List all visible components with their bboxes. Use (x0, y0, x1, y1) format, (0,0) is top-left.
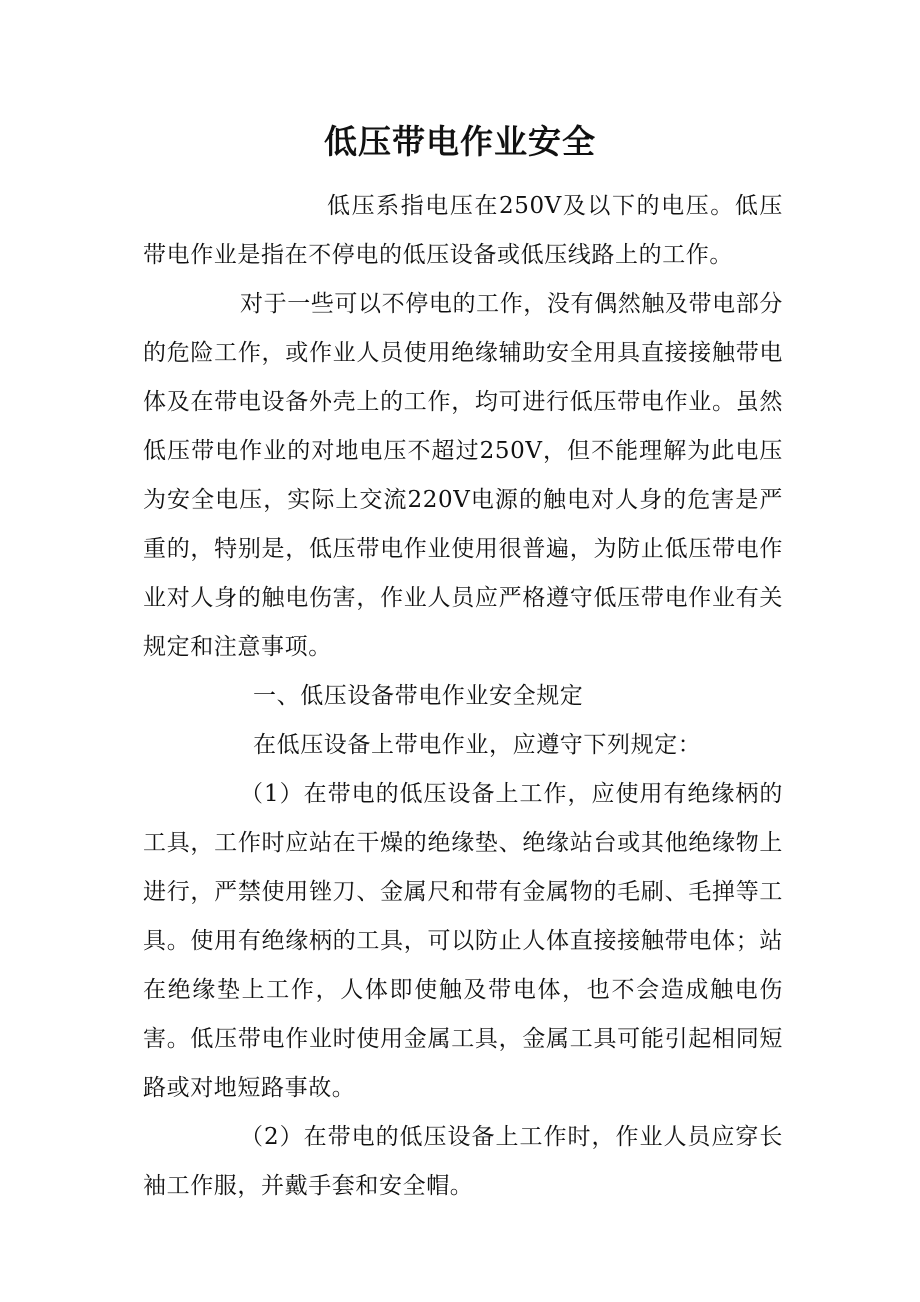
section-heading: 一、低压设备带电作业安全规定 (253, 683, 584, 709)
paragraph-overview: 对于一些可以不停电的工作，没有偶然触及带电部分的危险工作，或作业人员使用绝缘辅助安全用具直接接触带电体及在带电设备外壳上的工作，均可进行低压带电作业。虽然低压带电作业的对地电压不超过250V，但不能理解为此电压为安全电压，实际上交流220V电源的触电对人身的危害是严重的，特别是，低压带电作业使用很普遍，为防止低压带电作业对人身的触电伤害，作业人员应严格遵守低压带电作业有关规定和注意事项。 (143, 291, 783, 660)
paragraph-rule-1: （1）在带电的低压设备上工作，应使用有绝缘柄的工具，工作时应站在干燥的绝缘垫、绝缘站台或其他绝缘物上进行，严禁使用锉刀、金属尺和带有金属物的毛刷、毛掸等工具。使用有绝缘柄的工具，可以防止人体直接接触带电体；站在绝缘垫上工作，人体即使触及带电体，也不会造成触电伤害。低压带电作业时使用金属工具，金属工具可能引起相同短路或对地短路事故。 (143, 781, 783, 1101)
paragraph-rules-intro: 在低压设备上带电作业，应遵守下列规定： (253, 732, 702, 758)
paragraph-rule-2: （2）在带电的低压设备上工作时，作业人员应穿长袖工作服，并戴手套和安全帽。 (143, 1124, 783, 1199)
paragraph-definition: 低压系指电压在250V及以下的电压。低压带电作业是指在不停电的低压设备或低压线路上的工作。 (143, 193, 783, 268)
document-title: 低压带电作业安全 (324, 122, 596, 161)
document-body (143, 182, 783, 1211)
